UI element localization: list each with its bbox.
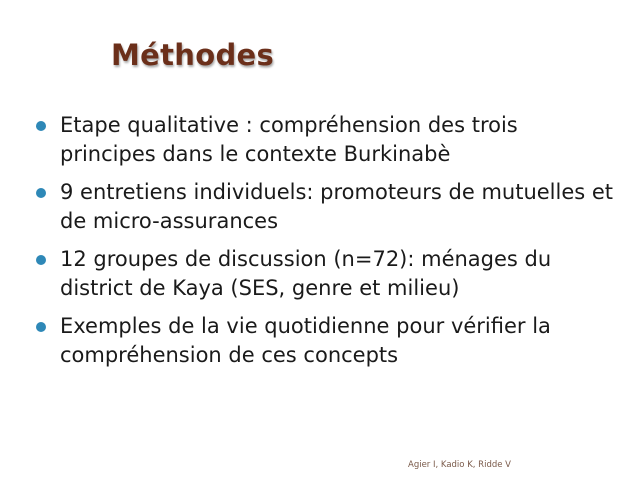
slide-footer-authors: Agier I, Kadio K, Ridde V: [408, 460, 511, 470]
bullet-marker-icon: [36, 121, 46, 131]
bullet-item: [36, 111, 616, 169]
bullet-text: 12 groupes de discussion (n=72): ménages du district de Kaya (SES, genre et milieu): [60, 247, 552, 300]
slide-title: Méthodes: [111, 38, 275, 72]
bullet-text: Etape qualitative : compréhension des trois principes dans le contexte Burkinabè: [60, 113, 518, 166]
bullet-marker-icon: [36, 255, 46, 265]
bullet-item: [36, 312, 616, 370]
bullet-item: [36, 178, 616, 236]
bullet-item: [36, 245, 616, 303]
bullet-marker-icon: [36, 188, 46, 198]
bullet-text: Exemples de la vie quotidienne pour vérifier la compréhension de ces concepts: [60, 314, 551, 367]
bullet-text: 9 entretiens individuels: promoteurs de mutuelles et de micro-assurances: [60, 180, 614, 233]
bullet-marker-icon: [36, 322, 46, 332]
bullet-list: [36, 111, 616, 379]
